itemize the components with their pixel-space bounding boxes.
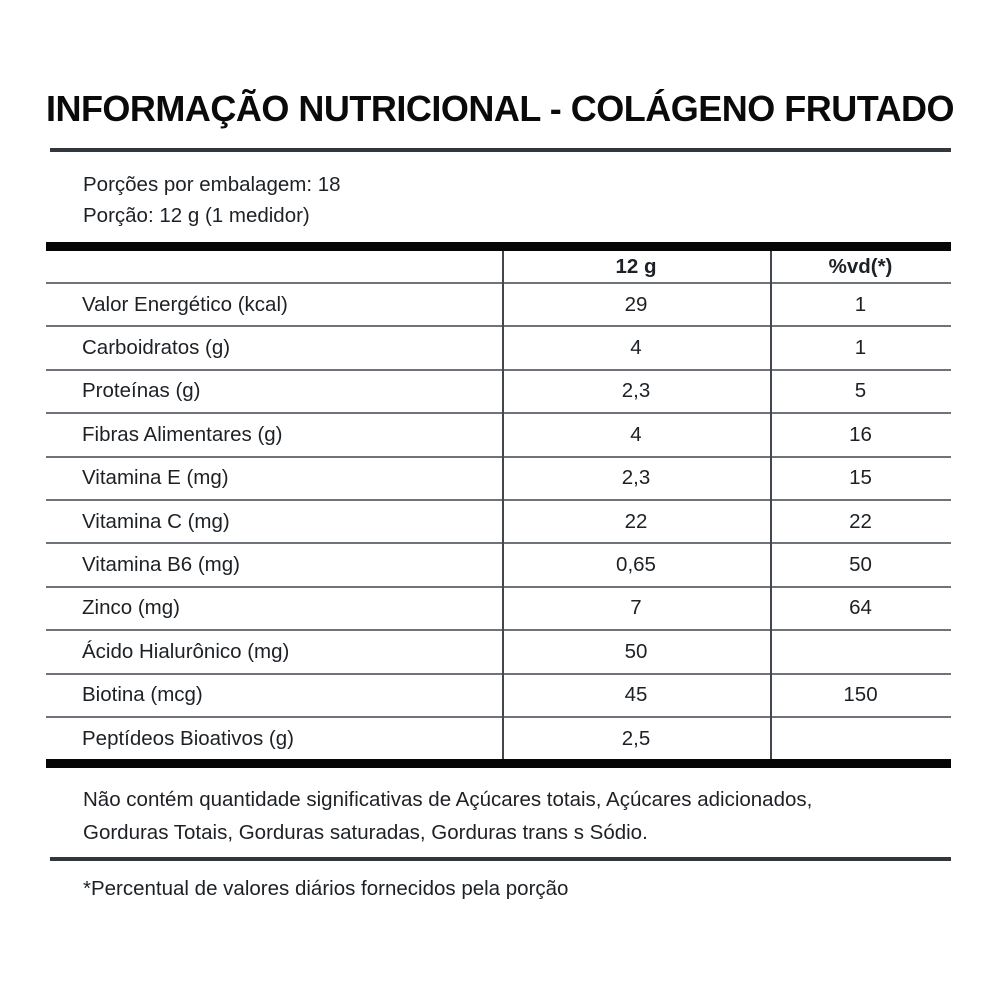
table-row bbox=[46, 544, 951, 587]
row-dv: 1 bbox=[854, 336, 867, 360]
table-top-bar bbox=[46, 242, 951, 251]
row-label: Valor Energético (kcal) bbox=[82, 292, 288, 316]
row-dv: 1 bbox=[854, 292, 867, 316]
row-amount: 4 bbox=[630, 336, 642, 360]
row-dv: 150 bbox=[843, 683, 878, 707]
table-bottom-bar bbox=[46, 759, 951, 768]
table-row bbox=[46, 458, 951, 501]
row-label: Vitamina C (mg) bbox=[82, 509, 230, 533]
page-title: INFORMAÇÃO NUTRICIONAL - COLÁGENO FRUTADO bbox=[45, 88, 955, 129]
table-row bbox=[46, 501, 951, 544]
row-label: Vitamina B6 (mg) bbox=[82, 553, 240, 577]
row-amount: 22 bbox=[624, 509, 648, 533]
table-row bbox=[46, 327, 951, 370]
row-label: Fibras Alimentares (g) bbox=[82, 422, 283, 446]
daily-value-note: *Percentual de valores diários fornecidos pela porção bbox=[83, 877, 569, 900]
row-dv: 5 bbox=[854, 379, 867, 403]
table-row bbox=[46, 414, 951, 457]
row-label: Ácido Hialurônico (mg) bbox=[82, 639, 290, 663]
row-dv: 22 bbox=[849, 509, 872, 533]
table-row bbox=[46, 718, 951, 759]
no-significant-note: Não contém quantidade significativas de Açúcares totais, Açúcares adicionados, Gorduras Totais, Gorduras saturadas, Gorduras trans s Sódio. bbox=[83, 788, 813, 844]
table-row bbox=[46, 284, 951, 327]
row-label: Biotina (mcg) bbox=[82, 683, 203, 707]
row-dv: 50 bbox=[849, 553, 872, 577]
header-amount: 12 g bbox=[615, 254, 657, 278]
column-divider-1 bbox=[502, 251, 504, 759]
nutrition-table bbox=[46, 242, 951, 768]
table-row bbox=[46, 588, 951, 631]
row-label: Proteínas (g) bbox=[82, 379, 201, 403]
row-dv: 15 bbox=[849, 466, 872, 490]
serving-size: Porção: 12 g (1 medidor) bbox=[83, 204, 310, 227]
row-amount: 4 bbox=[630, 422, 642, 446]
row-dv: 16 bbox=[849, 422, 872, 446]
title-divider bbox=[50, 148, 951, 152]
row-amount: 50 bbox=[624, 639, 648, 663]
table-row bbox=[46, 371, 951, 414]
column-divider-2 bbox=[770, 251, 772, 759]
row-amount: 0,65 bbox=[616, 553, 656, 577]
table-row bbox=[46, 675, 951, 718]
row-amount: 2,3 bbox=[621, 379, 651, 403]
row-label: Vitamina E (mg) bbox=[82, 466, 229, 490]
row-amount: 2,3 bbox=[621, 466, 651, 490]
header-dv: %vd(*) bbox=[828, 254, 893, 278]
row-amount: 45 bbox=[624, 683, 648, 707]
row-label: Zinco (mg) bbox=[82, 596, 180, 620]
footnote-divider bbox=[50, 857, 951, 861]
row-amount: 29 bbox=[624, 292, 648, 316]
row-label: Carboidratos (g) bbox=[82, 336, 231, 360]
row-amount: 2,5 bbox=[621, 726, 651, 750]
table-header-row bbox=[46, 251, 951, 284]
serving-info bbox=[83, 169, 341, 231]
servings-per-package: Porções por embalagem: 18 bbox=[83, 173, 341, 196]
table-row bbox=[46, 631, 951, 674]
row-amount: 7 bbox=[630, 596, 642, 620]
row-label: Peptídeos Bioativos (g) bbox=[82, 726, 294, 750]
table-body bbox=[46, 284, 951, 759]
row-dv: 64 bbox=[849, 596, 872, 620]
